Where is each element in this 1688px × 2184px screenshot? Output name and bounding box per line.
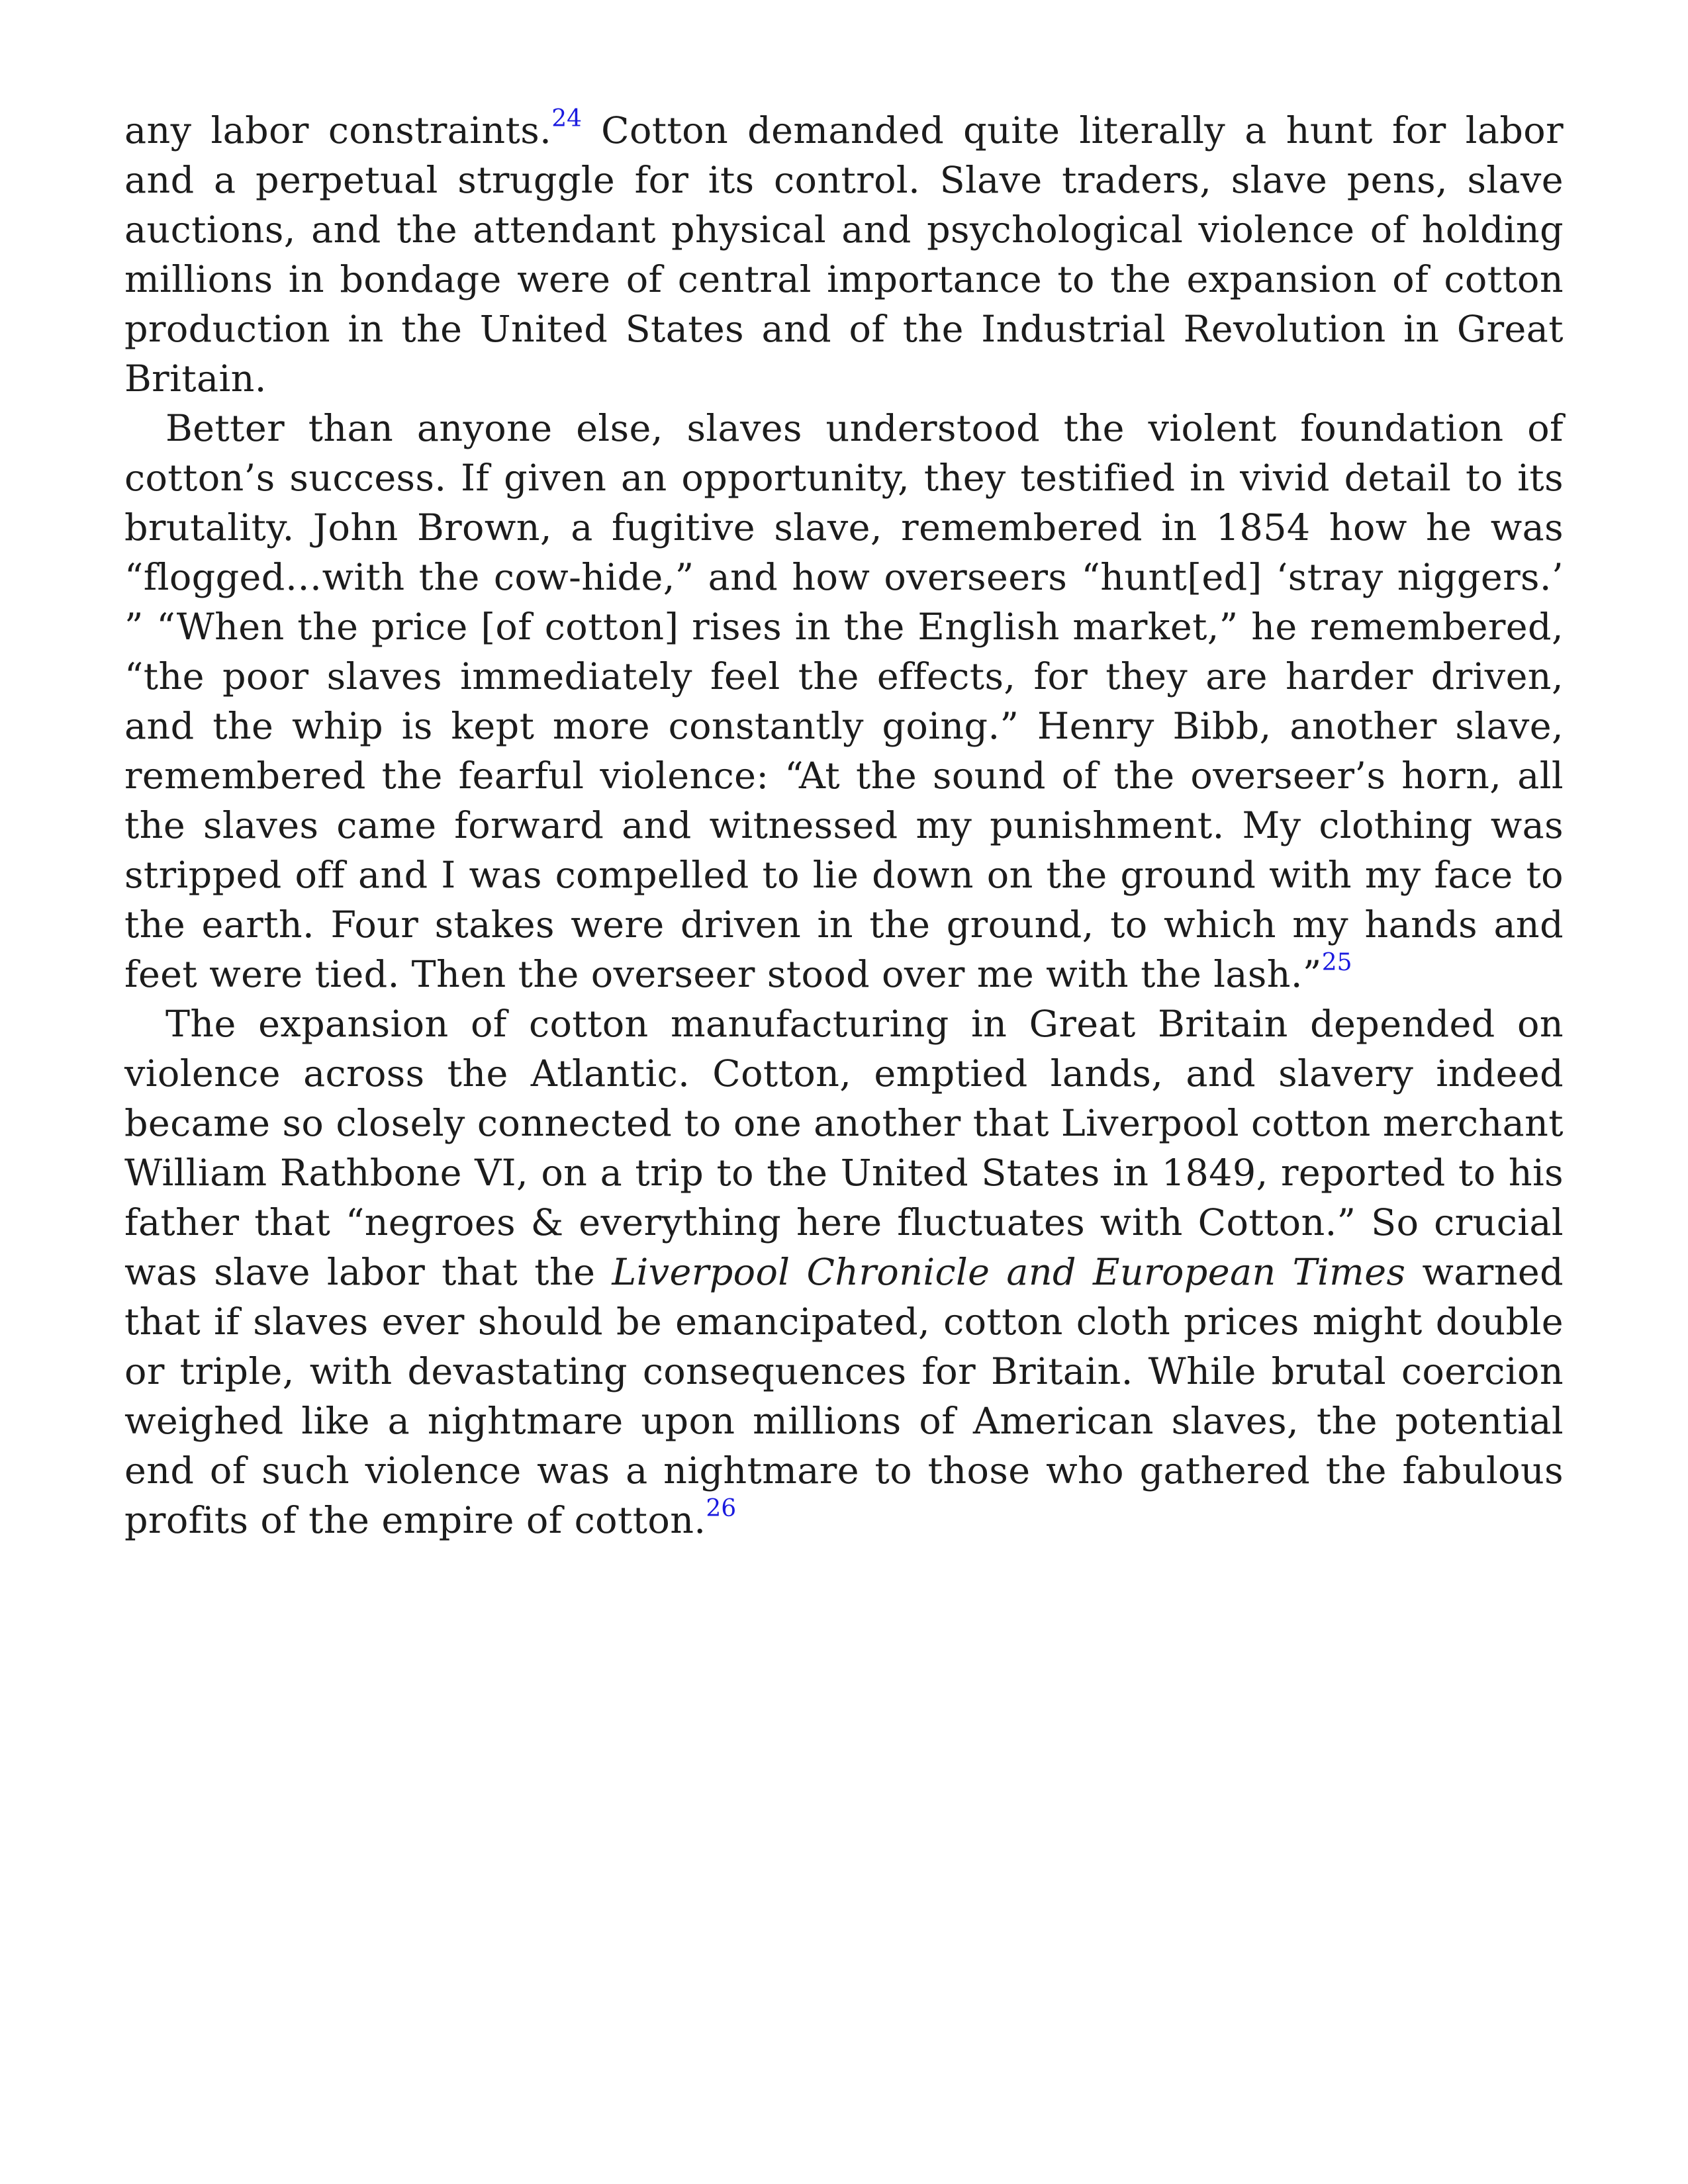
paragraph-1-text-end: Cotton demanded quite literally a hunt for labor and a perpetual struggle for its control. Slave traders, slave pens, slave auctions, and the attendant physical and psychological violence of holding millions in bondage were of central importance to the expansion of cotton production in the United States and of the Industrial Revolution in Great Britain. xyxy=(124,109,1564,400)
paragraph-3-text-start: The expansion of cotton manufacturing in Great Britain depended on violence across the Atlantic. Cotton, emptied lands, and slavery indeed became so closely connected to one another that Liverpool cotton merchant William Rathbone VI, on a trip to the United States in 1849, reported to his father that “negroes & everything here fluctuates with Cotton.” So crucial was slave labor that the xyxy=(124,1003,1564,1294)
newspaper-title: Liverpool Chronicle and European Times xyxy=(612,1251,1406,1294)
paragraph-2-text: Better than anyone else, slaves understood the violent foundation of cotton’s success. If given an opportunity, they testified in vivid detail to its brutality. John Brown, a fugitive slave, remembered in 1854 how he was “flogged…with the cow-hide,” and how overseers “hunt[ed] ‘stray niggers.’ ” “When the price [of cotton] rises in the English market,” he remembered, “the poor slaves immediately feel the effects, for they are harder driven, and the whip is kept more constantly going.” Henry Bibb, another slave, remembered the fearful violence: “At the sound of the overseer’s horn, all the slaves came forward and witnessed my punishment. My clothing was stripped off and I was compelled to lie down on the ground with my face to the earth. Four stakes were driven in the ground, to which my hands and feet were tied. Then the overseer stood over me with the lash.” xyxy=(124,407,1564,996)
paragraph-3 xyxy=(124,999,1564,1545)
paragraph-3-text-end: warned that if slaves ever should be emancipated, cotton cloth prices might double or triple, with devastating consequences for Britain. While brutal coercion weighed like a nightmare upon millions of American slaves, the potential end of such violence was a nightmare to those who gathered the fabulous profits of the empire of cotton. xyxy=(124,1251,1564,1542)
paragraph-1-text-start: any labor constraints. xyxy=(124,109,552,152)
paragraph-1 xyxy=(124,106,1564,404)
page-body xyxy=(124,106,1564,1545)
footnote-ref-24[interactable]: 24 xyxy=(551,105,583,132)
paragraph-2 xyxy=(124,404,1564,999)
footnote-ref-26[interactable]: 26 xyxy=(706,1494,737,1522)
footnote-ref-25[interactable]: 25 xyxy=(1321,948,1352,976)
